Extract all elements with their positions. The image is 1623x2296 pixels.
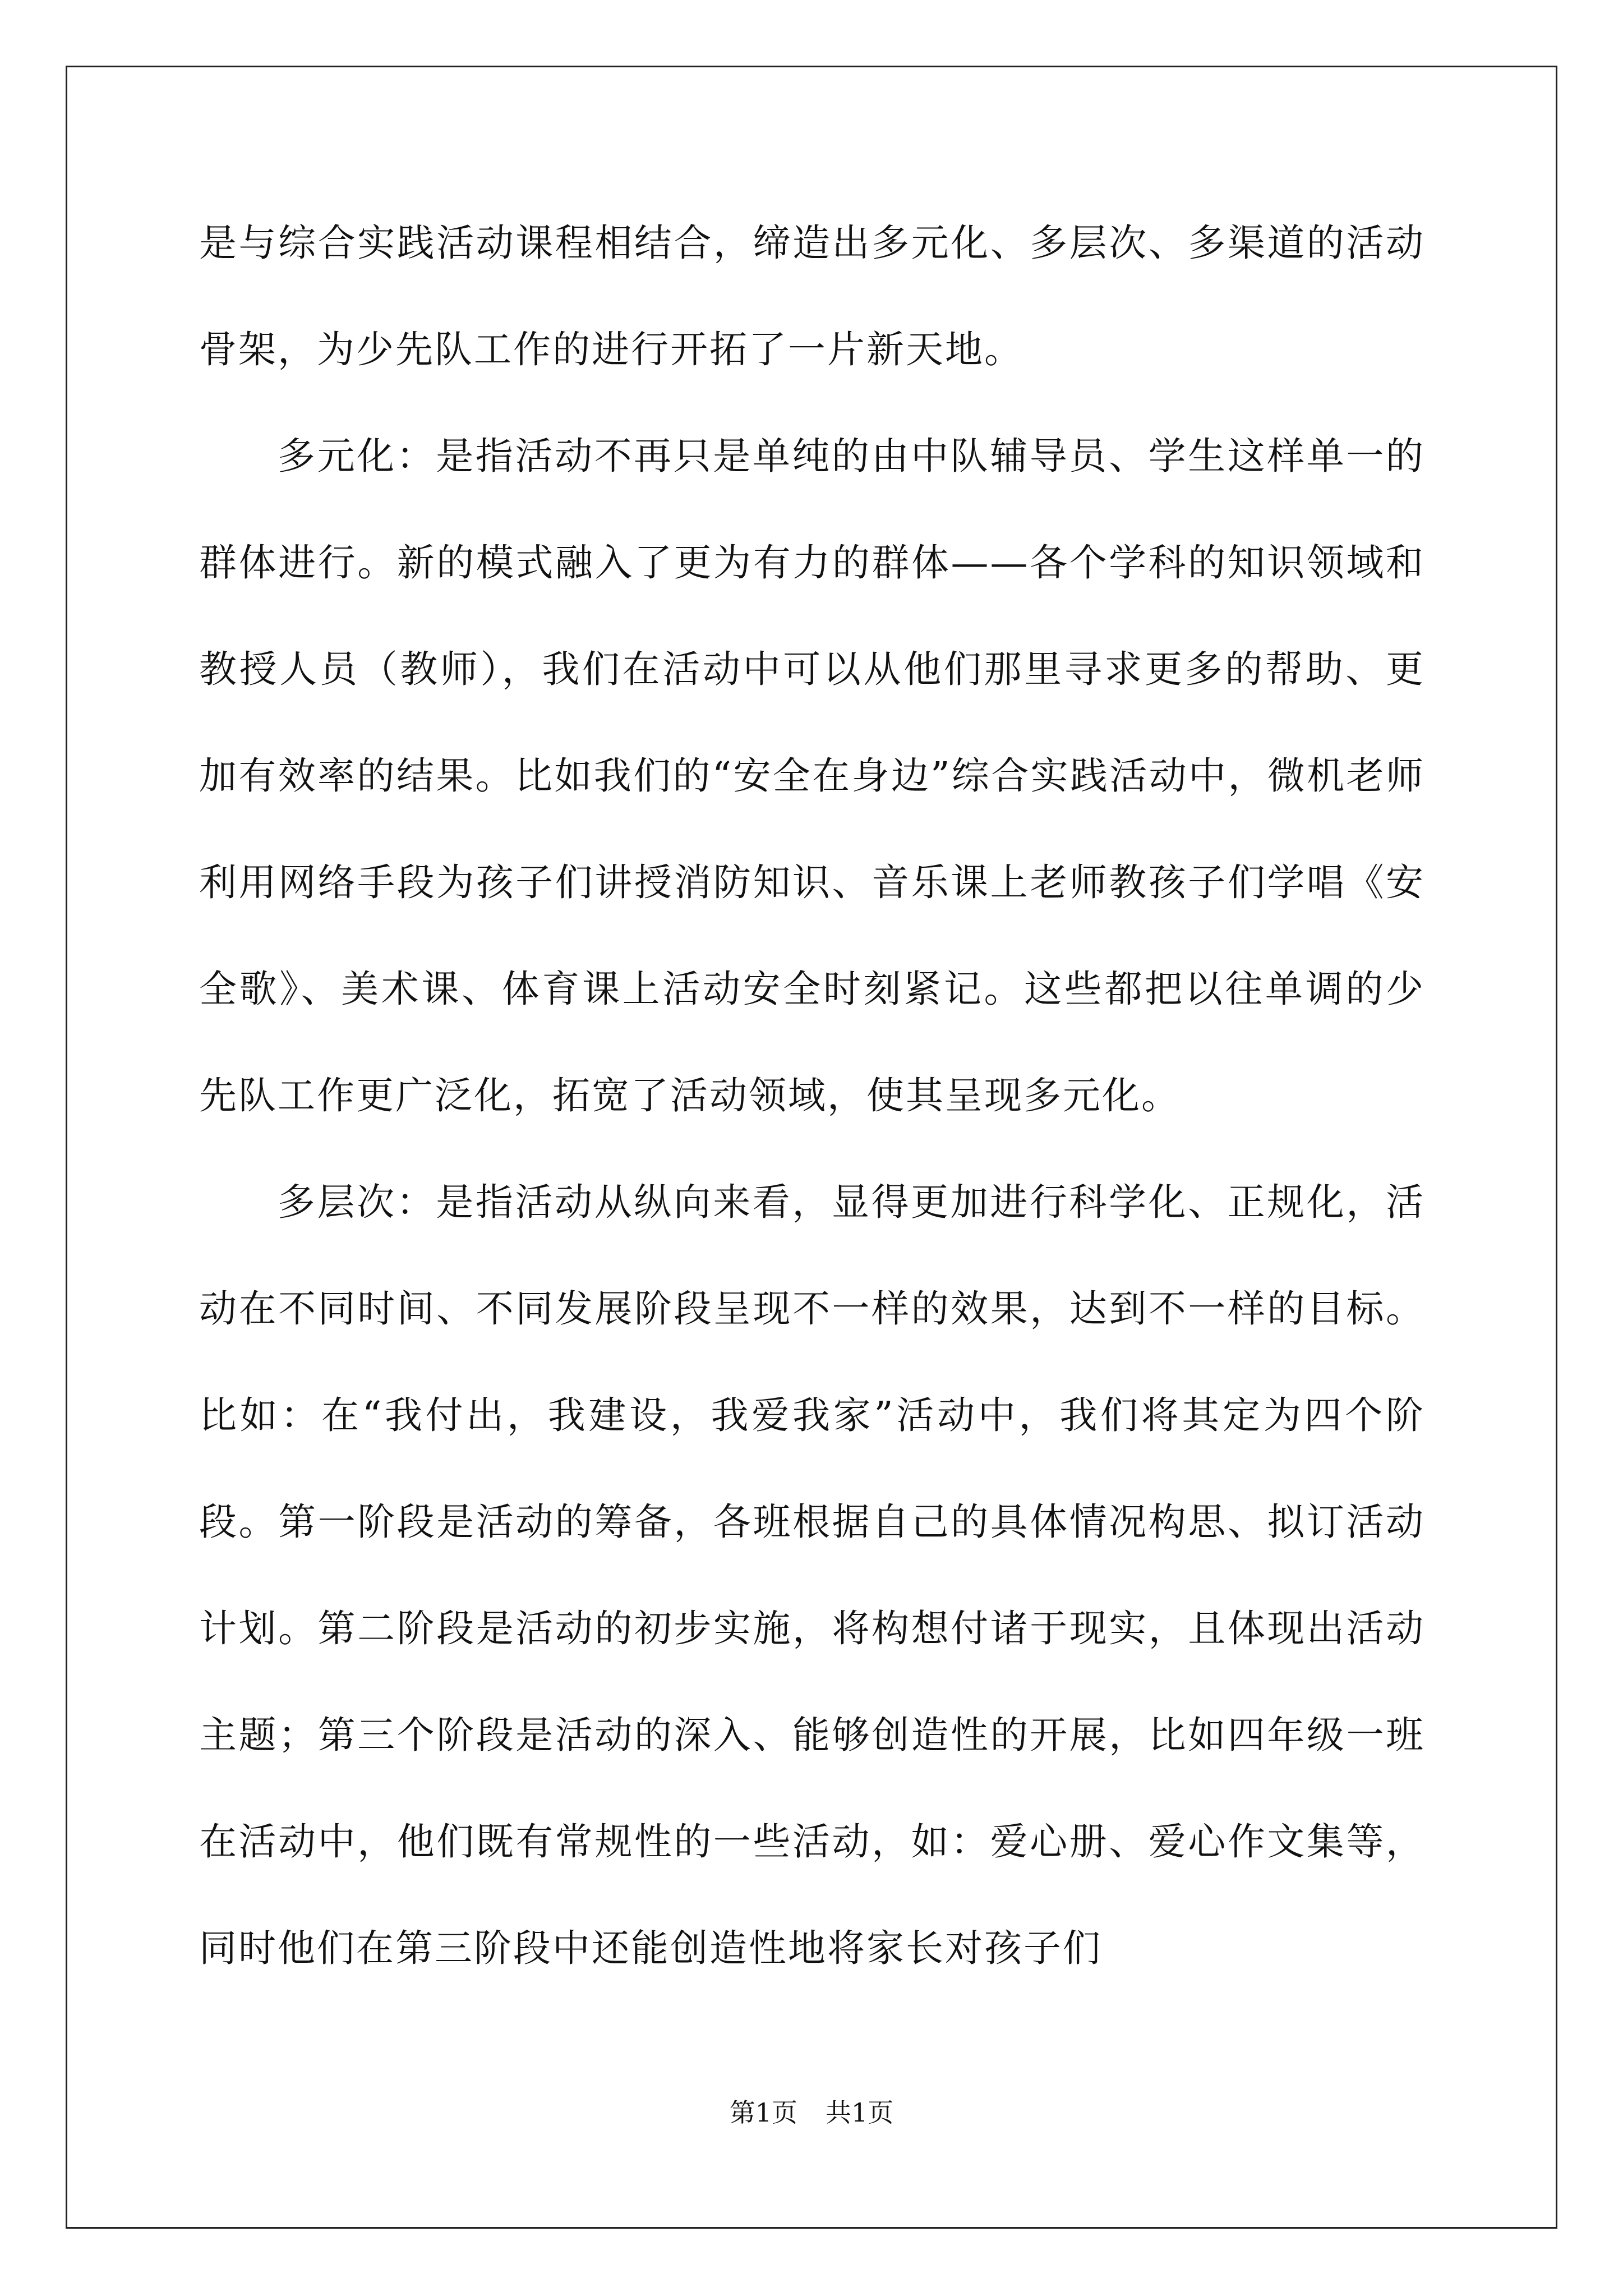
- page-number-current: 第1页: [729, 2097, 797, 2128]
- page-number-total: 共1页: [826, 2097, 894, 2128]
- paragraph-3: 多层次：是指活动从纵向来看，显得更加进行科学化、正规化，活动在不同时间、不同发展阶段呈现不一样的效果，达到不一样的目标。比如：在“我付出，我建设，我爱我家”活动中，我们将其定为四个阶段。第一阶段是活动的筹备，各班根据自己的具体情况构思、拟订活动计划。第二阶段是活动的初步实施，将构想付诸于现实，且体现出活动主题；第三个阶段是活动的深入、能够创造性的开展，比如四年级一班在活动中，他们既有常规性的一些活动，如：爱心册、爱心作文集等，同时他们在第三阶段中还能创造性地将家长对孩子们: [199, 1180, 1425, 1970]
- document-body: [199, 190, 1425, 2001]
- page-footer: [0, 2092, 1623, 2129]
- paragraph-2: 多元化：是指活动不再只是单纯的由中队辅导员、学生这样单一的群体进行。新的模式融入了更为有力的群体——各个学科的知识领域和教授人员（教师），我们在活动中可以从他们那里寻求更多的帮助、更加有效率的结果。比如我们的“安全在身边”综合实践活动中，微机老师利用网络手段为孩子们讲授消防知识、音乐课上老师教孩子们学唱《安全歌》、美术课、体育课上活动安全时刻紧记。这些都把以往单调的少先队工作更广泛化，拓宽了活动领域，使其呈现多元化。: [199, 434, 1425, 1117]
- paragraph-1: 是与综合实践活动课程相结合，缔造出多元化、多层次、多渠道的活动骨架，为少先队工作的进行开拓了一片新天地。: [199, 221, 1425, 371]
